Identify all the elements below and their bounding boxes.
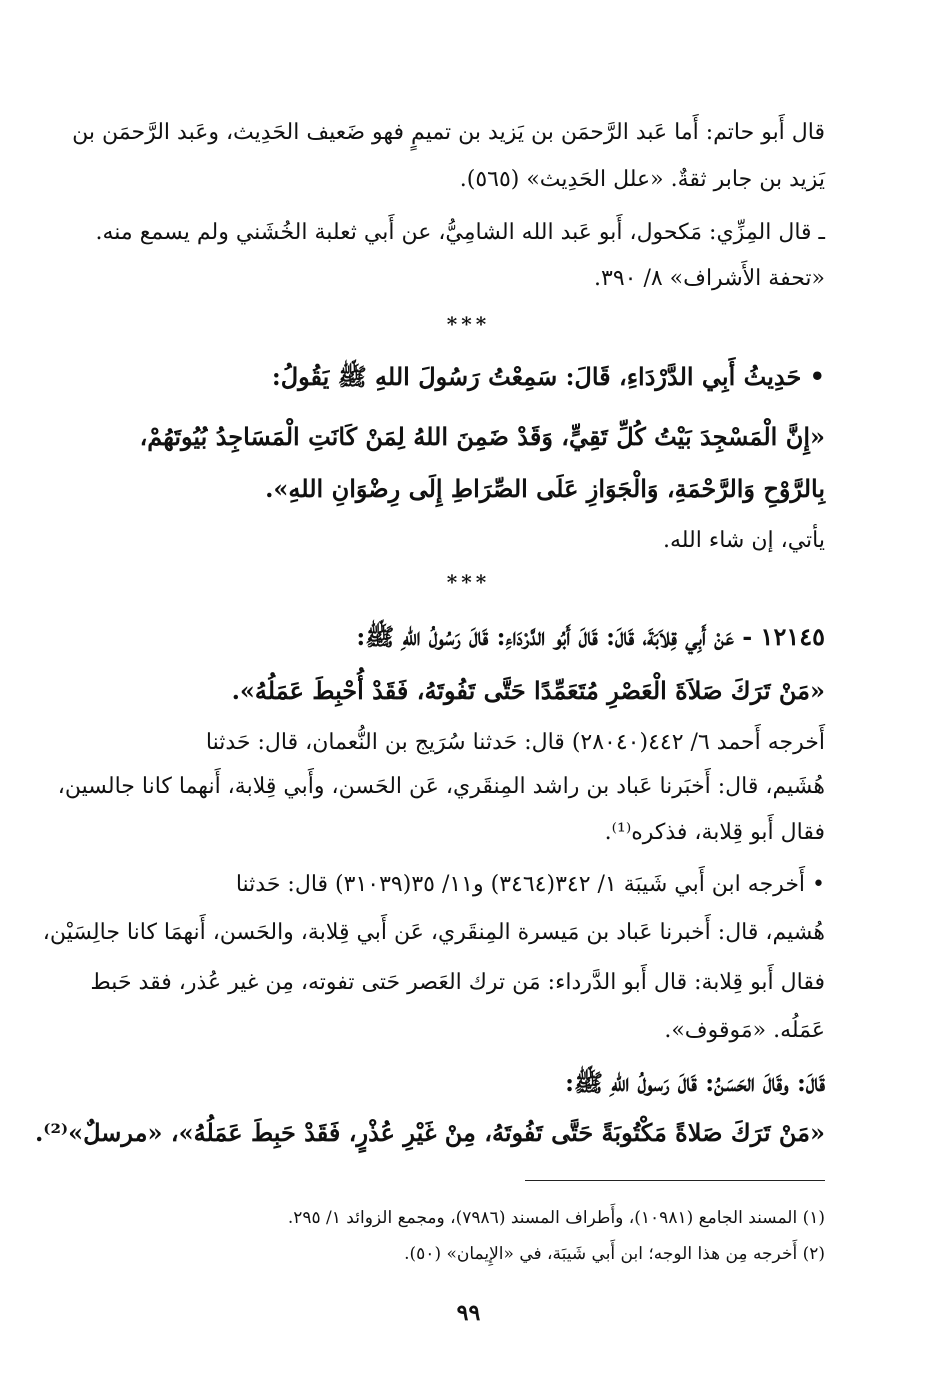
takhrij-line: هُشَيم، قال: أَخبَرنا عَباد بن راشد المِنقَري، عَن الحَسن، وأَبي قِلابة، أَنهما كانا جالسين،: [57, 774, 825, 799]
section-separator: ***: [446, 570, 491, 594]
body-line: يَزيد بن جابر ثقةٌ. «علل الحَدِيث» (٥٦٥).: [459, 167, 825, 192]
hadith-text-line: «مَنْ تَرَكَ صَلاَةَ الْعَصْرِ مُتَعَمِّدًا حَتَّى تَفُوتَهُ، فَقَدْ أُحْبِطَ عَمَلُهُ».: [231, 676, 825, 705]
takhrij-line: هُشيم، قال: أَخبرنا عَباد بن مَيسرة المِنقَري، عَن أَبي قِلابة، والحَسن، أَنهمَا كانا جالِسَيْن،: [42, 920, 825, 945]
footnote-divider: [525, 1180, 825, 1181]
hadith-text-line: «مَنْ تَرَكَ صَلاةً مَكْتُوبَةً حَتَّى تَفُوتَهُ، مِنْ غَيْرِ عُذْرٍ، فَقَدْ حَبِطَ عَمَلُهُ»، «مرسلٌ»⁽²⁾.: [34, 1118, 825, 1147]
hadith-heading: • حَدِيثُ أَبِي الدَّرْدَاءِ، قَالَ: سَمِعْتُ رَسُولَ اللهِ ﷺ يَقُولُ:: [271, 362, 825, 391]
hadith-text-line: بِالرَّوْحِ وَالرَّحْمَةِ، وَالْجَوَازِ عَلَى الصِّرَاطِ إِلَى رِضْوَانِ اللهِ».: [265, 474, 825, 503]
hadith-number-line: ١٢١٤٥ - عَنْ أَبِي قِلاَبَةَ، قَالَ: قَالَ أَبُو الدَّرْدَاءِ: قَالَ رَسُولُ اللهِ ﷺ:: [356, 622, 825, 651]
body-line: يأتي، إن شاء الله.: [662, 528, 825, 553]
page-number: ٩٩: [456, 1300, 481, 1326]
takhrij-line: • أَخرجه ابن أَبي شَيبَة ١/ ٣٤٢(٣٤٦٤) و١١/ ٣٥(٣١٠٣٩) قال: حَدثنا: [235, 872, 825, 897]
takhrij-line: أَخرجه أَحمد ٦/ ٤٤٢(٢٨٠٤٠) قال: حَدثنا سُرَيج بن النُّعمان، قال: حَدثنا: [205, 730, 825, 755]
footnote: (١) المسند الجامع (١٠٩٨١)، وأَطراف المسند (٧٩٨٦)، ومجمع الزوائد ١/ ٢٩٥.: [287, 1208, 825, 1228]
body-line: قال أَبو حاتم: أَما عَبد الرَّحمَن بن يَزيد بن تميمٍ فهو ضَعيف الحَدِيث، وعَبد الرَّحمَن بن: [72, 120, 825, 145]
takhrij-line: فقال أَبو قِلابة، فذكره⁽¹⁾.: [604, 820, 825, 845]
hadith-text-line: «إِنَّ الْمَسْجِدَ بَيْتُ كُلِّ تَقِيٍّ، وَقَدْ ضَمِنَ اللهُ لِمَنْ كَانَتِ الْمَسَاجِدُ بُيُوتَهُمْ،: [139, 422, 825, 451]
body-line: ـ قال المِزِّي: مَكحول، أَبو عَبد الله الشامِيُّ، عن أَبي ثعلبة الخُشَني ولم يسمع منه.: [95, 220, 825, 245]
body-line: «تحفة الأَشراف» ٨/ ٣٩٠.: [594, 266, 825, 291]
takhrij-line: فقال أَبو قِلابة: قال أَبو الدَّرداء: مَن ترك العَصر حَتى تفوته، مِن غير عُذر، فقد حَبط: [90, 970, 825, 995]
section-separator: ***: [446, 312, 491, 336]
footnote: (٢) أَخرجه مِن هذا الوجه؛ ابن أَبي شَيبَة، في «الإِيمان» (٥٠).: [404, 1244, 825, 1264]
hadith-heading: قَالَ: وقَالَ الحَسَنُ: قَالَ رَسولُ اللهِ ﷺ:: [565, 1068, 825, 1097]
takhrij-line: عَمَلُه. «مَوقوف».: [664, 1018, 825, 1043]
